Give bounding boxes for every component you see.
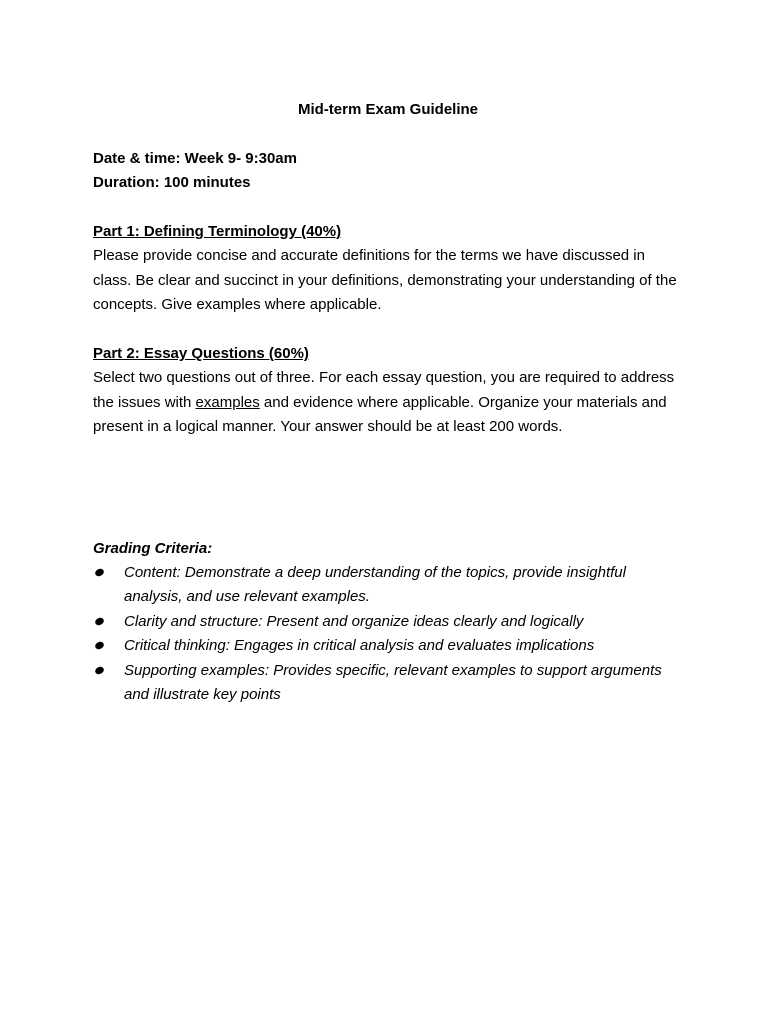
spacer (93, 122, 683, 146)
spacer (93, 440, 683, 537)
grading-criteria-item (93, 634, 683, 658)
part1-heading: Part 1: Defining Terminology (40%) (93, 223, 342, 240)
spacer (93, 318, 683, 342)
grading-criteria-text: Clarity and structure: Present and organize ideas clearly and logically (124, 612, 584, 630)
bullet-icon (94, 665, 105, 675)
exam-duration: Duration: 100 minutes (93, 174, 251, 192)
grading-criteria-item (93, 659, 683, 708)
part1-body: Please provide concise and accurate definitions for the terms we have discussed in class. Be clear and succinct in your definitions, demonstrating your understanding of the concepts. Give examples where applicable. (93, 247, 677, 314)
grading-criteria-item (93, 610, 683, 634)
part2-body-after: and evidence where applicable. Organize your materials and present in a logical manner. Your answer should be at least 200 words. (93, 393, 667, 436)
part2-body (93, 366, 683, 439)
document-body (93, 98, 683, 707)
grading-criteria-item (93, 561, 683, 610)
document-title: Mid-term Exam Guideline (297, 101, 479, 118)
part2-body-before: Select two questions out of three. For each essay question, you are required to address the issues with (93, 369, 675, 411)
part2-heading: Part 2: Essay Questions (60%) (93, 345, 309, 363)
grading-criteria-list (93, 561, 683, 707)
part2-examples-underlined: examples (195, 393, 260, 411)
grading-criteria-text: Critical thinking: Engages in critical analysis and evaluates implications (124, 637, 595, 655)
exam-date-time: Date & time: Week 9- 9:30am (93, 149, 297, 167)
spacer (93, 196, 683, 220)
bullet-icon (94, 641, 105, 651)
grading-criteria-text: Supporting examples: Provides specific, relevant examples to support arguments and illustrate key points (124, 661, 662, 704)
bullet-icon (94, 616, 105, 626)
bullet-icon (94, 567, 105, 577)
grading-criteria-text: Content: Demonstrate a deep understanding of the topics, provide insightful analysis, and use relevant examples. (124, 564, 626, 606)
grading-criteria-title: Grading Criteria: (93, 539, 213, 557)
